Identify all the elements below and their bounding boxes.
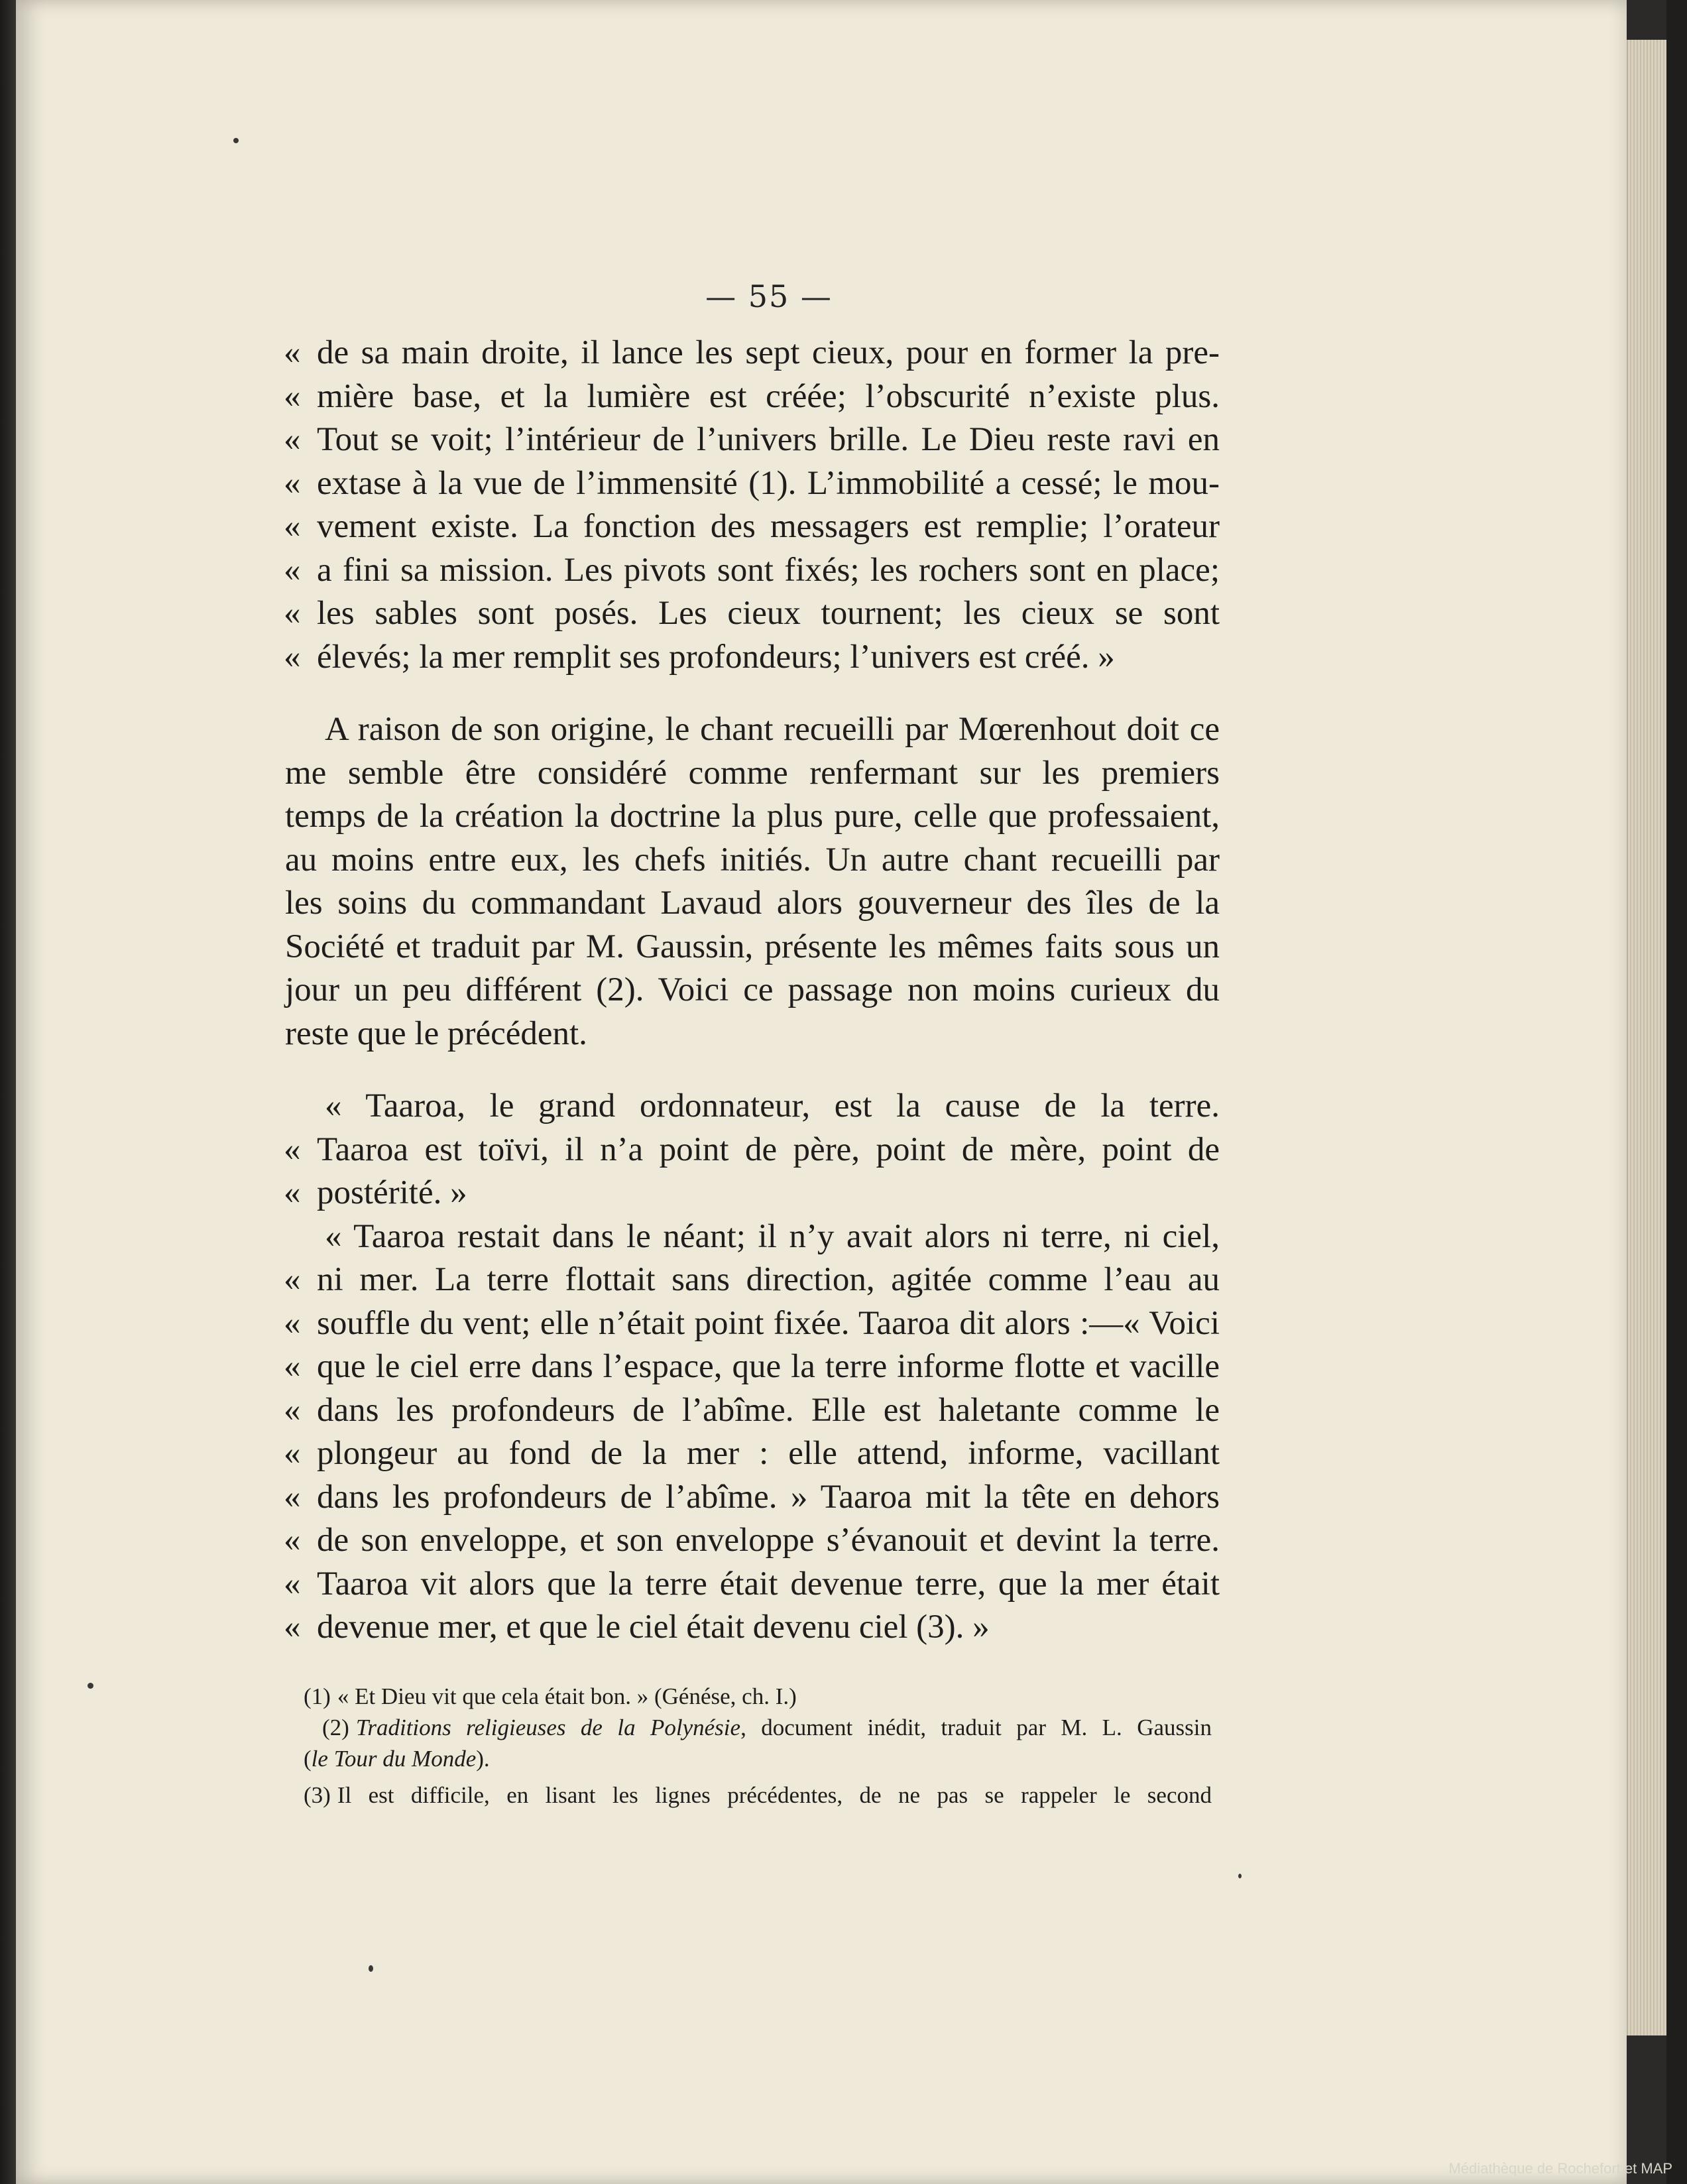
text-line: A raison de son origine, le chant recueilli par Mœrenhout doit ce bbox=[325, 711, 1220, 748]
page-number: — 55 — bbox=[705, 278, 833, 314]
text-line: temps de la création la doctrine la plus pure, celle que professaient, bbox=[285, 798, 1220, 835]
text-line: « élevés; la mer remplit ses profondeurs; l’univers est créé. » bbox=[284, 638, 1115, 676]
paper-speck bbox=[87, 1683, 93, 1689]
background-right bbox=[1666, 0, 1687, 2184]
footnote-1: (1) « Et Dieu vit que cela était bon. » (Génése, ch. I.) bbox=[304, 1683, 797, 1709]
text-line: « a fini sa mission. Les pivots sont fixés; les rochers sont en place; bbox=[284, 551, 1220, 589]
watermark: Médiathèque de Rochefort et MAP bbox=[1448, 2160, 1672, 2177]
text-line: me semble être considéré comme renfermant sur les premiers bbox=[285, 754, 1220, 792]
text-line: jour un peu différent (2). Voici ce passage non moins curieux du bbox=[285, 971, 1220, 1008]
paragraph-2 bbox=[285, 708, 1220, 1056]
text-line: « devenue mer, et que le ciel était devenu ciel (3). » bbox=[284, 1608, 990, 1646]
text-line: « mière base, et la lumière est créée; l’obscurité n’existe plus. bbox=[284, 377, 1220, 415]
text-line: « de sa main droite, il lance les sept cieux, pour en former la pre- bbox=[284, 334, 1220, 371]
text-line: « Taaroa restait dans le néant; il n’y avait alors ni terre, ni ciel, bbox=[325, 1217, 1220, 1255]
text-line: au moins entre eux, les chefs initiés. Un autre chant recueilli par bbox=[285, 841, 1220, 879]
text-line: « dans les profondeurs de l’abîme. Elle est haletante comme le bbox=[284, 1391, 1220, 1429]
text-line: « postérité. » bbox=[284, 1174, 467, 1211]
text-line: « Taaroa, le grand ordonnateur, est la cause de la terre. bbox=[325, 1087, 1220, 1124]
text-line: « Taaroa est toïvi, il n’a point de père, point de mère, point de bbox=[284, 1130, 1220, 1168]
text-line: « extase à la vue de l’immensité (1). L’immobilité a cessé; le mou- bbox=[284, 464, 1220, 502]
footnotes bbox=[304, 1681, 1212, 1811]
text-line: « les sables sont posés. Les cieux tournent; les cieux se sont bbox=[284, 595, 1220, 632]
footnote-2: (2) Traditions religieuses de la Polynésie, document inédit, traduit par M. L. Gaussin bbox=[322, 1715, 1212, 1740]
text-line: « plongeur au fond de la mer : elle attend, informe, vacillant bbox=[284, 1435, 1220, 1472]
text-line: « souffle du vent; elle n’était point fixée. Taaroa dit alors :—« Voici bbox=[284, 1304, 1220, 1342]
text-line: reste que le précédent. bbox=[285, 1014, 587, 1052]
page-edges bbox=[1627, 40, 1668, 2035]
footnote-2-continuation: (le Tour du Monde). bbox=[304, 1746, 490, 1772]
paper-speck bbox=[1238, 1874, 1242, 1878]
text-line: les soins du commandant Lavaud alors gouverneur des îles de la bbox=[285, 884, 1220, 922]
quoted-paragraph-1 bbox=[285, 332, 1220, 679]
text-line: « dans les profondeurs de l’abîme. » Taaroa mit la tête en dehors bbox=[284, 1478, 1220, 1516]
text-line: « ni mer. La terre flottait sans direction, agitée comme l’eau au bbox=[284, 1261, 1220, 1298]
text-line: Société et traduit par M. Gaussin, présente les mêmes faits sous un bbox=[285, 928, 1220, 965]
text-line: « que le ciel erre dans l’espace, que la terre informe flotte et vacille bbox=[284, 1348, 1220, 1385]
text-line: « Taaroa vit alors que la terre était devenue terre, que la mer était bbox=[284, 1565, 1220, 1603]
footnote-3: (3) Il est difficile, en lisant les lignes précédentes, de ne pas se rappeler le second bbox=[304, 1782, 1212, 1808]
text-line: « Tout se voit; l’intérieur de l’univers brille. Le Dieu reste ravi en bbox=[284, 421, 1220, 458]
quoted-paragraph-3 bbox=[285, 1085, 1220, 1650]
paper-speck bbox=[233, 138, 239, 143]
text-line: « de son enveloppe, et son enveloppe s’évanouit et devint la terre. bbox=[284, 1522, 1220, 1559]
body-text bbox=[285, 332, 1220, 1650]
text-line: « vement existe. La fonction des messagers est remplie; l’orateur bbox=[284, 508, 1220, 545]
paper-speck bbox=[369, 1965, 373, 1972]
